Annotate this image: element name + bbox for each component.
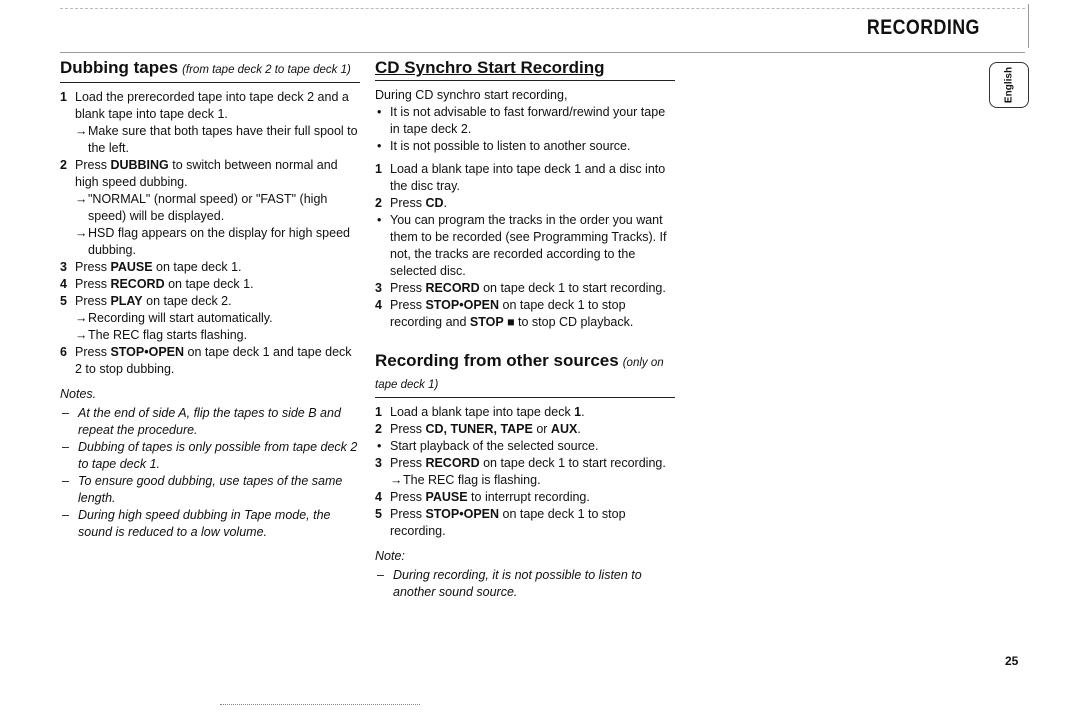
dubbing-step-5-result-1: → Recording will start automatically. (75, 311, 273, 325)
arrow-icon: → (390, 473, 403, 487)
dubbing-section (60, 58, 360, 541)
note-3: – To ensure good dubbing, use tapes of the same length. (62, 474, 343, 505)
dubbing-step-4: 4 Press RECORD on tape deck 1. (60, 277, 254, 291)
other-sources-title: Recording from other sources (375, 351, 619, 370)
cd-synchro-bullet-2: • It is not possible to listen to another source. (377, 139, 631, 153)
bottom-scan-mark (220, 704, 420, 705)
cd-synchro-title: CD Synchro Start Recording (375, 58, 605, 77)
other-step-1: 1 Load a blank tape into tape deck 1. (375, 405, 585, 419)
note-2: – Dubbing of tapes is only possible from tape deck 2 to tape deck 1. (62, 440, 358, 471)
dubbing-step-5: 5 Press PLAY on tape deck 2. (60, 294, 232, 308)
dubbing-step-1-result: → Make sure that both tapes have their full spool to the left. (75, 124, 358, 155)
cd-synchro-step-2: 2 Press CD. (375, 196, 447, 210)
cd-synchro-section (375, 58, 675, 601)
dubbing-step-5-result-2: → The REC flag starts flashing. (75, 328, 248, 342)
header-rule (60, 52, 1025, 53)
dubbing-step-2-result-2: → HSD flag appears on the display for high speed dubbing. (75, 226, 350, 257)
header-side-rule (1028, 4, 1029, 48)
note-1: – At the end of side A, flip the tapes to side B and repeat the procedure. (62, 406, 341, 437)
dubbing-heading (60, 58, 360, 83)
other-step-2: 2 Press CD, TUNER, TAPE or AUX. (375, 422, 581, 436)
other-note-title: Note: (375, 549, 405, 563)
language-tab-label: English (1003, 66, 1015, 104)
cd-synchro-step-4: 4 Press STOP•OPEN on tape deck 1 to stop recording and STOP ■ to stop CD playback. (375, 298, 634, 329)
section-title: RECORDING (867, 16, 980, 39)
arrow-icon: → (75, 328, 88, 342)
note-4: – During high speed dubbing in Tape mode, the sound is reduced to a low volume. (62, 508, 331, 539)
cd-synchro-bullet-3: • You can program the tracks in the order you want them to be recorded (see Programming Tracks). If not, the tracks are recorded according to the selected disc. (377, 213, 667, 278)
top-dashed-rule (60, 8, 1025, 9)
bullet-icon: • (377, 139, 382, 153)
other-step-3: 3 Press RECORD on tape deck 1 to start recording. (375, 456, 666, 470)
dubbing-step-3: 3 Press PAUSE on tape deck 1. (60, 260, 242, 274)
bullet-icon: • (377, 213, 382, 227)
cd-synchro-intro: During CD synchro start recording, (375, 88, 568, 102)
other-bullet-1: • Start playback of the selected source. (377, 439, 599, 453)
bullet-icon: • (377, 439, 382, 453)
cd-synchro-bullet-1: • It is not advisable to fast forward/rewind your tape in tape deck 2. (377, 105, 666, 136)
cd-synchro-step-3: 3 Press RECORD on tape deck 1 to start recording. (375, 281, 666, 295)
other-step-5: 5 Press STOP•OPEN on tape deck 1 to stop recording. (375, 507, 626, 538)
arrow-icon: → (75, 226, 88, 240)
other-step-3-result: → The REC flag is flashing. (390, 473, 541, 487)
dubbing-subtitle: (from tape deck 2 to tape deck 1) (182, 64, 351, 76)
arrow-icon: → (75, 192, 88, 206)
bullet-icon: • (377, 105, 382, 119)
language-tab (989, 62, 1029, 108)
other-note-1: – During recording, it is not possible to listen to another sound source. (377, 568, 642, 599)
dubbing-step-2: 2 Press DUBBING to switch between normal and high speed dubbing. (60, 158, 338, 189)
cd-synchro-step-1: 1 Load a blank tape into tape deck 1 and a disc into the disc tray. (375, 162, 666, 193)
dubbing-step-1: 1 Load the prerecorded tape into tape deck 2 and a blank tape into tape deck 1. (60, 90, 349, 121)
other-sources-subtitle: (only on tape deck 1) (375, 357, 664, 391)
page-number: 25 (1005, 654, 1019, 668)
arrow-icon: → (75, 124, 88, 138)
dubbing-step-6: 6 Press STOP•OPEN on tape deck 1 and tape deck 2 to stop dubbing. (60, 345, 352, 376)
other-step-4: 4 Press PAUSE to interrupt recording. (375, 490, 590, 504)
notes-title: Notes. (60, 387, 97, 401)
dubbing-step-2-result-1: → "NORMAL" (normal speed) or "FAST" (high speed) will be displayed. (75, 192, 328, 223)
arrow-icon: → (75, 311, 88, 325)
cd-synchro-heading (375, 58, 675, 81)
other-sources-heading (375, 351, 675, 398)
dubbing-title: Dubbing tapes (60, 58, 179, 77)
